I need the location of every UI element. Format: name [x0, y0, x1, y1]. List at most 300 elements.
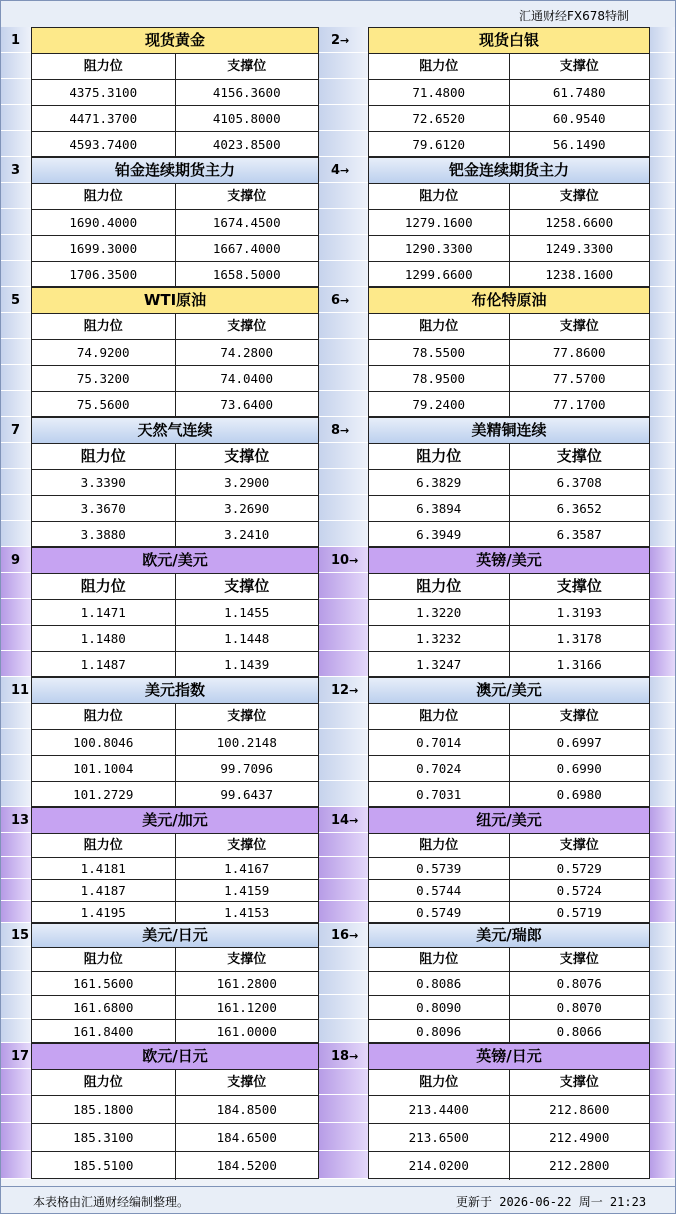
header-row [32, 184, 318, 210]
panel-number [331, 33, 349, 48]
band-stripe [318, 995, 369, 1019]
panel-number [11, 293, 20, 308]
panel-number [331, 553, 358, 568]
panel-number-text: 13 [11, 812, 30, 828]
band-stripe [1, 995, 31, 1019]
table-row [369, 210, 649, 236]
panel-number [11, 423, 20, 438]
resistance-header: 阻力位 [32, 948, 176, 971]
panel-block [1, 27, 675, 157]
band-stripe [318, 833, 369, 857]
support-value: 99.7096 [220, 761, 274, 776]
support-value: 1.1455 [224, 605, 270, 620]
resistance-value: 6.3949 [369, 522, 510, 548]
table-row [32, 972, 318, 996]
instrument-title: 美元/瑞郎 [369, 924, 649, 948]
header-row [369, 54, 649, 80]
support-value: 61.7480 [552, 85, 606, 100]
resistance-header: 阻力位 [369, 1070, 510, 1095]
support-header: 支撑位 [227, 189, 267, 204]
panel-block [1, 157, 675, 287]
resistance-value: 0.8090 [369, 996, 510, 1019]
resistance-header: 阻力位 [369, 184, 510, 209]
resistance-value: 3.3670 [32, 496, 176, 521]
table-row [32, 1096, 318, 1124]
resistance-value: 1279.1600 [369, 210, 510, 235]
support-value: 6.3652 [556, 501, 602, 516]
band-stripe [649, 105, 675, 131]
update-time: 更新于 2026-06-22 周一 21:23 [456, 1195, 647, 1209]
instrument-panel [31, 547, 319, 677]
support-value: 212.4900 [549, 1130, 610, 1145]
instrument-title: 英镑/美元 [369, 548, 649, 574]
table-row [32, 470, 318, 496]
table-row [32, 392, 318, 418]
resistance-value: 4593.7400 [32, 132, 176, 158]
brand-label: 汇通财经FX678特制 [518, 9, 629, 23]
resistance-value: 1699.3000 [32, 236, 176, 261]
panel-number-text: 5 [11, 292, 21, 308]
panel-number-text: 15 [11, 927, 30, 943]
side-band [649, 807, 675, 923]
table-row [32, 132, 318, 158]
panel-number-text: 9 [11, 552, 21, 568]
band-stripe [1, 857, 31, 879]
support-value: 74.2800 [220, 345, 274, 360]
instrument-title: 英镑/日元 [369, 1044, 649, 1070]
instrument-panel [368, 27, 650, 157]
header-row [369, 834, 649, 858]
table-row [32, 902, 318, 924]
resistance-value: 1.3247 [369, 652, 510, 678]
instrument-title: 现货黄金 [32, 28, 318, 54]
panel-block [1, 287, 675, 417]
panel-number [11, 813, 29, 828]
table-row [32, 340, 318, 366]
instrument-title: 钯金连续期货主力 [369, 158, 649, 184]
resistance-value: 185.5100 [32, 1152, 176, 1180]
instrument-panel [31, 157, 319, 287]
table-row [369, 880, 649, 902]
resistance-value: 1.1471 [32, 600, 176, 625]
instrument-title: 现货白银 [369, 28, 649, 54]
band-stripe [649, 1019, 675, 1043]
band-stripe [649, 901, 675, 923]
support-value: 4105.8000 [212, 111, 281, 126]
band-stripe [649, 1043, 675, 1069]
support-header: 支撑位 [559, 1075, 599, 1090]
panel-block [1, 417, 675, 547]
resistance-header: 阻力位 [369, 704, 510, 729]
band-stripe [318, 131, 369, 157]
support-value: 184.6500 [216, 1130, 277, 1145]
side-band [649, 677, 675, 807]
band-stripe [1, 313, 31, 339]
support-value: 1258.6600 [545, 215, 614, 230]
panel-number-text: 1 [11, 32, 21, 48]
band-stripe [318, 261, 369, 287]
resistance-value: 72.6520 [369, 106, 510, 131]
side-band [649, 417, 675, 547]
band-stripe [649, 923, 675, 947]
table-row [369, 106, 649, 132]
band-stripe [318, 53, 369, 79]
band-stripe [1, 235, 31, 261]
table-row [32, 782, 318, 808]
support-value: 1.3166 [556, 657, 602, 672]
panel-number [11, 163, 20, 178]
band-stripe [649, 1151, 675, 1179]
band-stripe [649, 995, 675, 1019]
resistance-value: 101.2729 [32, 782, 176, 808]
table-row [32, 996, 318, 1020]
table-row [369, 782, 649, 808]
instrument-panel [368, 807, 650, 923]
instrument-panel [31, 287, 319, 417]
resistance-value: 1290.3300 [369, 236, 510, 261]
table-row [369, 522, 649, 548]
instrument-panel [368, 287, 650, 417]
instrument-panel [368, 417, 650, 547]
instrument-panel [31, 923, 319, 1043]
resistance-value: 100.8046 [32, 730, 176, 755]
support-value: 184.5200 [216, 1158, 277, 1173]
resistance-value: 185.1800 [32, 1096, 176, 1123]
support-value: 4023.8500 [212, 137, 281, 152]
table-row [369, 996, 649, 1020]
resistance-value: 1.4181 [32, 858, 176, 879]
panel-number-text: 17 [11, 1048, 30, 1064]
resistance-header: 阻力位 [369, 314, 510, 339]
band-stripe [318, 235, 369, 261]
table-row [32, 1124, 318, 1152]
table-row [369, 340, 649, 366]
band-stripe [318, 1095, 369, 1123]
panel-number [331, 423, 349, 438]
instrument-panel [368, 547, 650, 677]
resistance-value: 1.3232 [369, 626, 510, 651]
resistance-value: 78.5500 [369, 340, 510, 365]
support-value: 0.5719 [556, 905, 602, 920]
panel-number-text: 8 [331, 422, 341, 438]
resistance-value: 0.5739 [369, 858, 510, 879]
resistance-header: 阻力位 [32, 184, 176, 209]
header-row [32, 444, 318, 470]
table-row [369, 132, 649, 158]
band-stripe [1, 1069, 31, 1095]
resistance-header: 阻力位 [32, 704, 176, 729]
resistance-value: 214.0200 [369, 1152, 510, 1180]
instrument-title: 欧元/日元 [32, 1044, 318, 1070]
support-value: 99.6437 [220, 787, 274, 802]
band-stripe [1, 261, 31, 287]
support-value: 100.2148 [216, 735, 277, 750]
side-band [649, 27, 675, 157]
resistance-value: 0.7024 [369, 756, 510, 781]
instrument-title: 布伦特原油 [369, 288, 649, 314]
band-stripe [318, 573, 369, 599]
band-stripe [1, 781, 31, 807]
arrow-right-icon: → [349, 928, 359, 942]
support-header: 支撑位 [227, 709, 267, 724]
band-stripe [649, 365, 675, 391]
instrument-title: 美元/加元 [32, 808, 318, 834]
support-value: 1.4167 [224, 861, 270, 876]
table-row [369, 652, 649, 678]
header-row [369, 444, 649, 470]
arrow-right-icon: → [349, 683, 359, 697]
band-stripe [1, 79, 31, 105]
table-row [32, 496, 318, 522]
band-stripe [649, 521, 675, 547]
support-value: 1674.4500 [212, 215, 281, 230]
support-value: 161.0000 [216, 1024, 277, 1039]
support-value: 212.8600 [549, 1102, 610, 1117]
table-row [32, 652, 318, 678]
resistance-value: 161.6800 [32, 996, 176, 1019]
band-stripe [649, 729, 675, 755]
band-stripe [318, 1019, 369, 1043]
support-header: 支撑位 [227, 319, 267, 334]
resistance-value: 6.3894 [369, 496, 510, 521]
panel-number [11, 33, 20, 48]
band-stripe [1, 443, 31, 469]
resistance-header: 阻力位 [369, 834, 510, 857]
band-stripe [318, 755, 369, 781]
panel-number [11, 553, 20, 568]
side-band [649, 547, 675, 677]
band-stripe [649, 703, 675, 729]
panel-number [11, 683, 29, 698]
resistance-value: 75.5600 [32, 392, 176, 418]
support-value: 212.2800 [549, 1158, 610, 1173]
band-stripe [318, 729, 369, 755]
table-row [369, 262, 649, 288]
table-row [32, 366, 318, 392]
band-stripe [1, 625, 31, 651]
header-row [369, 1070, 649, 1096]
support-header: 支撑位 [556, 447, 602, 465]
band-stripe [649, 287, 675, 313]
arrow-right-icon: → [340, 423, 350, 437]
band-stripe [649, 879, 675, 901]
panel-block [1, 923, 675, 1043]
table-row [369, 496, 649, 522]
band-stripe [318, 339, 369, 365]
band-stripe [649, 651, 675, 677]
instrument-title: 纽元/美元 [369, 808, 649, 834]
band-stripe [318, 625, 369, 651]
band-stripe [1, 599, 31, 625]
table-row [32, 730, 318, 756]
header-row [369, 948, 649, 972]
table-row [369, 1020, 649, 1044]
band-stripe [1, 1095, 31, 1123]
resistance-value: 1706.3500 [32, 262, 176, 288]
panel-block [1, 807, 675, 923]
table-row [32, 756, 318, 782]
table-row [369, 730, 649, 756]
band-stripe [1, 703, 31, 729]
band-stripe [649, 235, 675, 261]
table-row [369, 1124, 649, 1152]
resistance-value: 1299.6600 [369, 262, 510, 288]
footer-bar [1, 1186, 675, 1213]
support-header: 支撑位 [227, 952, 267, 967]
band-stripe [318, 651, 369, 677]
band-stripe [649, 157, 675, 183]
band-stripe [318, 313, 369, 339]
support-value: 184.8500 [216, 1102, 277, 1117]
support-value: 1667.4000 [212, 241, 281, 256]
instrument-panel [368, 1043, 650, 1179]
support-header: 支撑位 [227, 59, 267, 74]
band-stripe [1, 879, 31, 901]
resistance-value: 213.6500 [369, 1124, 510, 1151]
arrow-right-icon: → [340, 293, 350, 307]
band-stripe [318, 183, 369, 209]
band-stripe [1, 651, 31, 677]
band-stripe [649, 183, 675, 209]
instrument-panel [31, 677, 319, 807]
support-value: 0.6980 [556, 787, 602, 802]
instrument-title: 澳元/美元 [369, 678, 649, 704]
band-stripe [649, 209, 675, 235]
resistance-value: 1.3220 [369, 600, 510, 625]
support-header: 支撑位 [556, 577, 602, 595]
resistance-header: 阻力位 [32, 834, 176, 857]
panel-number-text: 11 [11, 682, 30, 698]
instrument-title: 美元指数 [32, 678, 318, 704]
resistance-header: 阻力位 [32, 444, 176, 469]
support-value: 1.1448 [224, 631, 270, 646]
panel-number-text: 16 [331, 927, 350, 943]
resistance-value: 74.9200 [32, 340, 176, 365]
band-stripe [1, 339, 31, 365]
support-value: 60.9540 [552, 111, 606, 126]
resistance-header: 阻力位 [369, 574, 510, 599]
table-row [369, 972, 649, 996]
table-row [32, 626, 318, 652]
header-row [32, 1070, 318, 1096]
header-row [32, 948, 318, 972]
resistance-value: 1.1487 [32, 652, 176, 678]
band-stripe [649, 857, 675, 879]
resistance-value: 4471.3700 [32, 106, 176, 131]
band-stripe [1, 365, 31, 391]
support-value: 6.3708 [556, 475, 602, 490]
support-value: 0.5724 [556, 883, 602, 898]
resistance-header: 阻力位 [32, 54, 176, 79]
table-row [369, 902, 649, 924]
header-row [32, 574, 318, 600]
band-stripe [649, 807, 675, 833]
support-value: 77.5700 [552, 371, 606, 386]
support-value: 74.0400 [220, 371, 274, 386]
resistance-value: 161.5600 [32, 972, 176, 995]
panel-number [331, 163, 349, 178]
table-row [32, 236, 318, 262]
support-value: 161.2800 [216, 976, 277, 991]
support-value: 0.8070 [556, 1000, 602, 1015]
band-stripe [649, 677, 675, 703]
band-stripe [1, 901, 31, 923]
band-stripe [318, 857, 369, 879]
resistance-value: 1.4187 [32, 880, 176, 901]
band-stripe [1, 971, 31, 995]
band-stripe [318, 781, 369, 807]
header-row [32, 54, 318, 80]
side-band [649, 287, 675, 417]
support-value: 1.3178 [556, 631, 602, 646]
support-header: 支撑位 [224, 447, 270, 465]
band-stripe [318, 105, 369, 131]
support-value: 73.6400 [220, 397, 274, 412]
table-row [369, 366, 649, 392]
band-stripe [649, 1069, 675, 1095]
support-value: 1.4159 [224, 883, 270, 898]
panel-number-text: 12 [331, 682, 350, 698]
band-stripe [318, 901, 369, 923]
band-stripe [649, 833, 675, 857]
resistance-header: 阻力位 [32, 314, 176, 339]
resistance-value: 0.7014 [369, 730, 510, 755]
support-value: 1249.3300 [545, 241, 614, 256]
band-stripe [649, 971, 675, 995]
resistance-value: 0.5744 [369, 880, 510, 901]
table-row [369, 626, 649, 652]
support-header: 支撑位 [559, 709, 599, 724]
resistance-value: 3.3880 [32, 522, 176, 548]
band-stripe [318, 1151, 369, 1179]
band-stripe [1, 209, 31, 235]
support-value: 1658.5000 [212, 267, 281, 282]
support-header: 支撑位 [227, 838, 267, 853]
band-stripe [649, 417, 675, 443]
table-row [32, 880, 318, 902]
header-row [32, 834, 318, 858]
support-value: 3.2900 [224, 475, 270, 490]
resistance-value: 161.8400 [32, 1020, 176, 1044]
support-value: 3.2410 [224, 527, 270, 542]
support-value: 1238.1600 [545, 267, 614, 282]
panel-number-text: 18 [331, 1048, 350, 1064]
band-stripe [1, 1151, 31, 1179]
resistance-value: 4375.3100 [32, 80, 176, 105]
instrument-title: 欧元/美元 [32, 548, 318, 574]
support-header: 支撑位 [559, 319, 599, 334]
instrument-panel [368, 157, 650, 287]
band-stripe [649, 1095, 675, 1123]
table-row [369, 236, 649, 262]
band-stripe [318, 1069, 369, 1095]
support-value: 161.1200 [216, 1000, 277, 1015]
band-stripe [318, 365, 369, 391]
band-stripe [649, 547, 675, 573]
table-row [369, 392, 649, 418]
table-row [369, 756, 649, 782]
top-bar [1, 1, 675, 27]
panel-number-text: 14 [331, 812, 350, 828]
resistance-header: 阻力位 [369, 948, 510, 971]
instrument-panel [31, 1043, 319, 1179]
resistance-header: 阻力位 [369, 444, 510, 469]
band-stripe [649, 755, 675, 781]
panel-number [11, 928, 29, 943]
band-stripe [649, 573, 675, 599]
band-stripe [1, 469, 31, 495]
instrument-title: WTI原油 [32, 288, 318, 314]
